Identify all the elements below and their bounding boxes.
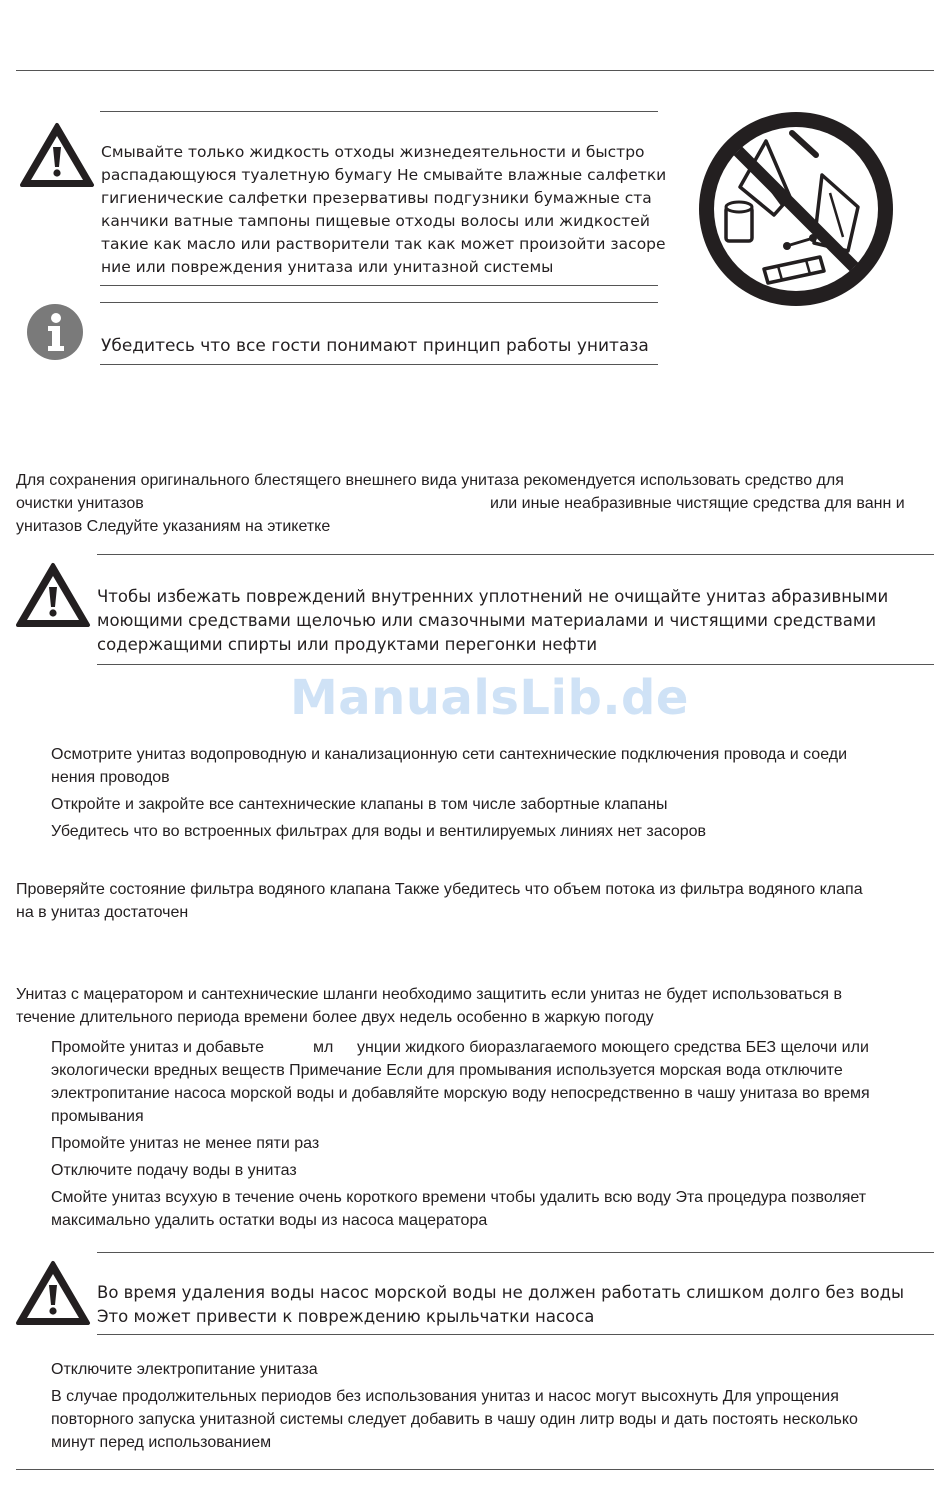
filter-line: на в унитаз достаточен [16, 904, 189, 921]
warning-triangle-icon [15, 1260, 91, 1326]
step-text-start: Промойте унитаз и добавьте [51, 1039, 264, 1056]
storage-step-line: электропитание насоса морской воды и добавляйте морскую воду непосредственно в чашу унитаза во время [51, 1085, 870, 1102]
storage-step: Отключите подачу воды в унитаз [51, 1162, 297, 1179]
notice-line: гигиенические салфетки презервативы подгузники бумажные ста [101, 189, 652, 207]
cleaning-line: унитазов Следуйте указаниям на этикетке [16, 518, 331, 535]
warning-triangle-icon [15, 562, 91, 628]
step-text-end: унции жидкого биоразлагаемого моющего средства БЕЗ щелочи или [357, 1039, 869, 1056]
warning3-rule-bottom [97, 1334, 934, 1335]
filter-paragraph [16, 878, 934, 924]
storage-step-line: экологически вредных веществ Примечание Если для промывания используется морская вода отключите [51, 1062, 843, 1079]
final-steps [51, 1358, 936, 1454]
storage-step-line: максимально удалить остатки воды из насоса мацератора [51, 1212, 488, 1229]
storage-intro-line: течение длительного периода времени более двух недель особенно в жаркую погоду [16, 1009, 654, 1026]
warning3-line: Во время удаления воды насос морской воды не должен работать слишком долго без воды [97, 1283, 905, 1302]
storage-step-line: промывания [51, 1108, 144, 1125]
info-rule-bottom [100, 364, 658, 365]
top-rule [16, 70, 934, 71]
storage-step [51, 1186, 936, 1232]
final-note [51, 1385, 936, 1454]
cleaning-paragraph [16, 469, 934, 538]
list-item-line: Откройте и закройте все сантехнические клапаны в том числе забортные клапаны [51, 796, 668, 813]
storage-intro [16, 983, 934, 1029]
info-circle-icon [27, 304, 83, 360]
notice-line: Смывайте только жидкость отходы жизнедеятельности и быстро [101, 143, 645, 161]
cleaning-line-end: или иные неабразивные чистящие средства для ванн и [490, 495, 905, 512]
filter-line: Проверяйте состояние фильтра водяного клапана Также убедитесь что объем потока из фильтра водяного клапа [16, 881, 863, 898]
storage-intro-line: Унитаз с мацератором и сантехнические шланги необходимо защитить если унитаз не будет использоваться в [16, 986, 843, 1003]
notice-line: ние или повреждения унитаза или унитазной системы [101, 258, 554, 276]
warning-triangle-icon [19, 122, 95, 188]
final-note-line: В случае продолжительных периодов без использования унитаз и насос могут высохнуть Для упрощения [51, 1388, 839, 1405]
cleaning-line-start: очистки унитазов [16, 495, 144, 512]
notice-line: такие как масло или растворители так как может произойти засоре [101, 235, 666, 253]
list-item [51, 743, 936, 789]
list-item-line: нения проводов [51, 769, 170, 786]
list-item-line: Осмотрите унитаз водопроводную и канализационную сети сантехнические подключения провода и соеди [51, 746, 848, 763]
storage-step: Промойте унитаз не менее пяти раз [51, 1135, 320, 1152]
notice-line: распадающуюся туалетную бумагу Не смывайте влажные салфетки [101, 166, 667, 184]
warning2-rule-top [97, 554, 934, 555]
final-note-line: минут перед использованием [51, 1434, 272, 1451]
cleaning-line [16, 492, 934, 515]
bottom-rule [16, 1469, 934, 1470]
storage-step-line: Смойте унитаз всухую в течение очень короткого времени чтобы удалить всю воду Эта процедура позволяет [51, 1189, 867, 1206]
notice-rule-bottom [100, 285, 658, 286]
step-unit-ml: мл [313, 1039, 334, 1056]
warning3-line: Это может привести к повреждению крыльчатки насоса [97, 1307, 595, 1326]
warning2-text [97, 585, 888, 657]
list-item-line: Убедитесь что во встроенных фильтрах для воды и вентилируемых линиях нет засоров [51, 823, 707, 840]
notice-rule-top [100, 111, 658, 112]
warning2-line: содержащими спирты или продуктами перегонки нефти [97, 635, 598, 654]
storage-steps [51, 1036, 936, 1232]
storage-step [51, 1036, 936, 1128]
storage-step-line [51, 1036, 936, 1059]
warning3-rule-top [97, 1252, 934, 1253]
notice-line: канчики ватные тампоны пищевые отходы волосы или жидкостей [101, 212, 650, 230]
inspection-list [51, 743, 936, 843]
list-item [51, 820, 936, 843]
warning2-rule-bottom [97, 664, 934, 665]
list-item [51, 793, 936, 816]
warning3-text [97, 1281, 904, 1329]
warning2-line: Чтобы избежать повреждений внутренних уплотнений не очищайте унитаз абразивными [97, 587, 889, 606]
no-flush-items-prohibited-icon [698, 111, 894, 307]
final-note-line: повторного запуска унитазной системы следует добавить в чашу один литр воды и дать постоять несколько [51, 1411, 858, 1428]
final-step: Отключите электропитание унитаза [51, 1361, 318, 1378]
info-rule-top [100, 302, 658, 303]
watermark: ManualsLib.de [290, 670, 689, 726]
cleaning-line: Для сохранения оригинального блестящего внешнего вида унитаза рекомендуется использовать средство для [16, 472, 844, 489]
notice-text [101, 141, 666, 279]
info-text: Убедитесь что все гости понимают принцип работы унитаза [101, 336, 649, 356]
warning2-line: моющими средствами щелочью или смазочными материалами и чистящими средствами [97, 611, 877, 630]
